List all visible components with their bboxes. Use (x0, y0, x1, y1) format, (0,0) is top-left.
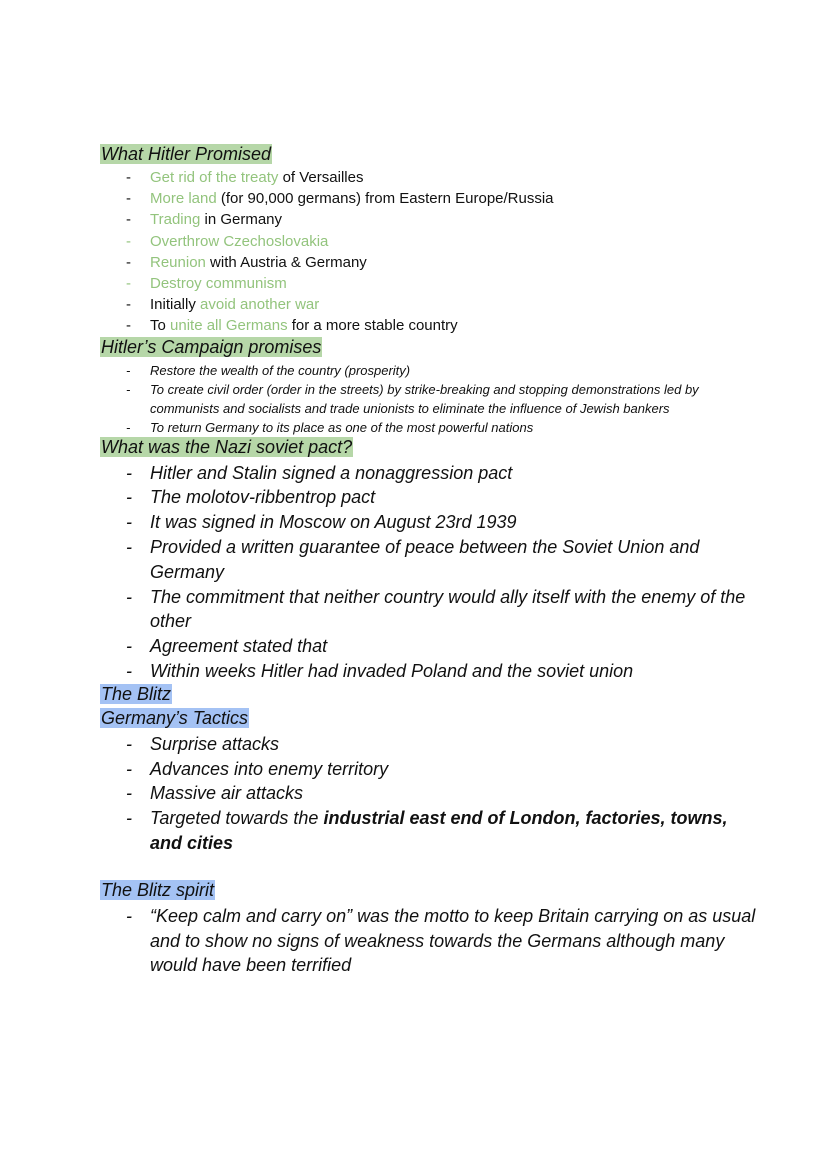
section-heading-row (100, 337, 760, 361)
section (100, 437, 760, 684)
list-item (100, 380, 760, 418)
list-item (100, 209, 760, 230)
item-text: Provided a written guarantee of peace between the Soviet Union and Germany (150, 537, 700, 582)
list-item (100, 188, 760, 209)
item-text: Massive air attacks (150, 783, 304, 804)
bullet-dash: - (126, 381, 131, 397)
item-text: To (150, 317, 171, 335)
item-text: for a more stable country (287, 317, 458, 335)
bold-text: industrial east end of London, factories, towns, and cities (150, 808, 728, 853)
list-item (100, 273, 760, 294)
item-text: Surprise attacks (150, 733, 280, 754)
item-text: Agreement stated that (150, 636, 328, 657)
section (100, 708, 760, 880)
list-item (100, 418, 760, 437)
bullet-dash: - (126, 733, 132, 754)
section-heading-row (100, 684, 760, 708)
list-item (100, 361, 760, 380)
bullet-dash: - (126, 661, 132, 681)
section (100, 144, 760, 337)
bullet-dash: - (126, 586, 132, 607)
list-item (100, 315, 760, 336)
list-item (100, 167, 760, 188)
section-heading-row (100, 880, 760, 904)
item-text: Restore the wealth of the country (prosperity) (150, 362, 411, 378)
list-item (100, 732, 760, 757)
section-heading-row (100, 437, 760, 461)
item-text: To return Germany to its place as one of the most powerful nations (150, 419, 534, 435)
section-heading: What was the Nazi soviet pact? (101, 436, 353, 457)
highlighted-text: Get rid of the treaty (150, 169, 279, 186)
bullet-dash: - (126, 296, 131, 314)
section-heading: What Hitler Promised (101, 144, 272, 164)
bullet-list (100, 361, 760, 437)
document-page (100, 144, 760, 978)
section-heading: The Blitz spirit (101, 879, 215, 900)
item-text: Within weeks Hitler had invaded Poland and the soviet union (150, 661, 634, 681)
highlighted-text: Trading (150, 211, 201, 229)
item-text: To create civil order (order in the streets) by strike-breaking and stopping demonstrations led by communists and socialists and trade unionists to eliminate the influence of Jewish bankers (150, 381, 699, 416)
item-text: “Keep calm and carry on” was the motto to keep Britain carrying on as usual and to show no signs of weakness towards the Germans although many would have been terrified (150, 905, 756, 976)
bullet-list (100, 167, 760, 337)
bullet-dash: - (126, 462, 132, 483)
bullet-dash: - (126, 636, 132, 657)
blank-line (100, 856, 760, 880)
bullet-dash: - (126, 512, 132, 533)
section-heading-row (100, 708, 760, 732)
item-text: (for 90,000 germans) from Eastern Europe/Russia (216, 190, 554, 208)
bullet-dash: - (126, 232, 131, 250)
list-item (100, 231, 760, 252)
bullet-dash: - (126, 317, 131, 335)
bullet-dash: - (126, 758, 132, 779)
bullet-dash: - (126, 905, 132, 926)
list-item (100, 904, 760, 978)
bullet-dash: - (126, 487, 132, 508)
highlighted-text: Destroy communism (150, 275, 287, 293)
item-text: The molotov-ribbentrop pact (150, 487, 376, 508)
section (100, 684, 760, 708)
highlighted-text: unite all Germans (170, 317, 288, 335)
bullet-dash: - (126, 190, 131, 208)
bullet-dash: - (126, 211, 131, 229)
item-text: The commitment that neither country would ally itself with the enemy of the other (150, 586, 746, 632)
bullet-list (100, 461, 760, 684)
list-item (100, 757, 760, 782)
section (100, 880, 760, 978)
bullet-dash: - (126, 419, 131, 435)
section-heading: Germany’s Tactics (101, 707, 249, 728)
item-text: Initially (150, 296, 201, 314)
bullet-dash: - (126, 275, 131, 293)
list-item (100, 535, 760, 585)
item-text: It was signed in Moscow on August 23rd 1939 (150, 512, 517, 533)
list-item (100, 510, 760, 535)
item-text: Targeted towards the (150, 808, 324, 829)
list-item (100, 294, 760, 315)
section-heading: The Blitz (101, 683, 172, 704)
highlighted-text: Overthrow Czechoslovakia (150, 232, 329, 250)
item-text: with Austria & Germany (205, 253, 367, 271)
bullet-list (100, 904, 760, 978)
highlighted-text: More land (150, 190, 217, 208)
item-text: Hitler and Stalin signed a nonaggression pact (150, 462, 513, 483)
list-item (100, 634, 760, 659)
highlighted-text: avoid another war (200, 296, 320, 314)
section (100, 337, 760, 437)
bullet-list (100, 732, 760, 856)
bullet-dash: - (126, 537, 132, 558)
bullet-dash: - (126, 362, 131, 378)
item-text: Advances into enemy territory (150, 758, 389, 779)
list-item (100, 806, 760, 856)
list-item (100, 252, 760, 273)
bullet-dash: - (126, 253, 131, 271)
list-item (100, 585, 760, 635)
list-item (100, 485, 760, 510)
bullet-dash: - (126, 808, 132, 829)
item-text: in Germany (200, 211, 283, 229)
item-text: of Versailles (278, 169, 364, 186)
list-item (100, 659, 760, 684)
list-item (100, 781, 760, 806)
section-heading: Hitler’s Campaign promises (101, 336, 322, 357)
list-item (100, 461, 760, 486)
section-heading-row (100, 144, 760, 167)
bullet-dash: - (126, 783, 132, 804)
bullet-dash: - (126, 169, 131, 186)
highlighted-text: Reunion (150, 253, 206, 271)
